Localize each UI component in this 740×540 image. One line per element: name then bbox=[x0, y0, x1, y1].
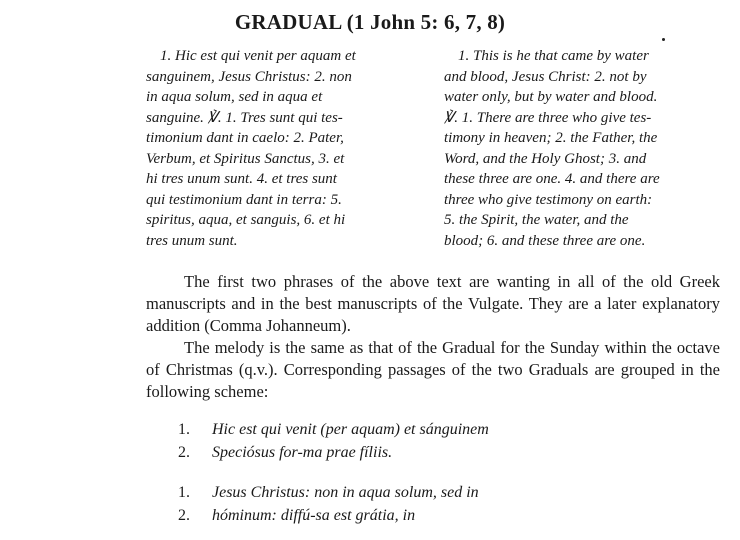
latin-line: Verbum, et Spiritus Sanctus, 3. et bbox=[146, 150, 345, 167]
english-line: 1. This is he that came by water bbox=[458, 48, 649, 64]
scheme-number: 2. bbox=[178, 507, 190, 524]
scheme-group-1 bbox=[178, 418, 489, 464]
scheme-number: 1. bbox=[178, 421, 190, 438]
scheme-row bbox=[178, 481, 479, 504]
scheme-row bbox=[178, 504, 479, 527]
latin-line: sanguinem, Jesus Christus: 2. non bbox=[146, 68, 352, 85]
scheme-number: 1. bbox=[178, 484, 190, 501]
english-line: and blood, Jesus Christ: 2. not by bbox=[444, 68, 647, 85]
commentary bbox=[146, 271, 720, 403]
english-line: Word, and the Holy Ghost; 3. and bbox=[444, 150, 647, 167]
scheme-number: 2. bbox=[178, 444, 190, 461]
english-line: 5. the Spirit, the water, and the bbox=[444, 212, 629, 228]
latin-text-column bbox=[146, 46, 418, 251]
latin-line: 1. Hic est qui venit per aquam et bbox=[160, 48, 356, 64]
latin-line: sanguine. ℣. 1. Tres sunt qui tes- bbox=[146, 109, 343, 126]
latin-line: qui testimonium dant in terra: 5. bbox=[146, 191, 342, 208]
scheme-text: hóminum: diffú-sa est grátia, in bbox=[212, 507, 416, 524]
scheme-text: Speciósus for-ma prae fíliis. bbox=[212, 444, 393, 461]
commentary-paragraph: The first two phrases of the above text are wanting in all of the old Greek manuscripts and in the best manuscripts of the Vulgate. They are a later explanatory addition (Comma Johanneum). bbox=[146, 272, 720, 335]
english-line: ℣. 1. There are three who give tes- bbox=[444, 109, 652, 126]
english-line: these three are one. 4. and there are bbox=[444, 171, 660, 187]
latin-line: in aqua solum, sed in aqua et bbox=[146, 89, 323, 105]
english-line: timony in heaven; 2. the Father, the bbox=[444, 130, 658, 146]
latin-line: hi tres unum sunt. 4. et tres sunt bbox=[146, 171, 337, 187]
english-line: water only, but by water and blood. bbox=[444, 89, 658, 105]
printing-speck bbox=[662, 38, 665, 41]
scheme-text: Hic est qui venit (per aquam) et sánguinem bbox=[212, 421, 489, 438]
english-line: three who give testimony on earth: bbox=[444, 191, 653, 208]
scheme-text: Jesus Christus: non in aqua solum, sed in bbox=[212, 484, 479, 501]
english-line: blood; 6. and these three are one. bbox=[444, 232, 646, 249]
english-text-column bbox=[444, 46, 716, 251]
scheme-row bbox=[178, 418, 489, 441]
scheme-row bbox=[178, 441, 489, 464]
latin-line: tres unum sunt. bbox=[146, 232, 238, 249]
commentary-paragraph: The melody is the same as that of the Gradual for the Sunday within the octave of Christmas (q.v.). Corresponding passages of the two Graduals are grouped in the following scheme: bbox=[146, 338, 720, 401]
latin-line: timonium dant in caelo: 2. Pater, bbox=[146, 130, 344, 146]
page-title: GRADUAL (1 John 5: 6, 7, 8) bbox=[234, 10, 506, 34]
scheme-group-2 bbox=[178, 481, 479, 527]
latin-line: spiritus, aqua, et sanguis, 6. et hi bbox=[146, 212, 346, 228]
